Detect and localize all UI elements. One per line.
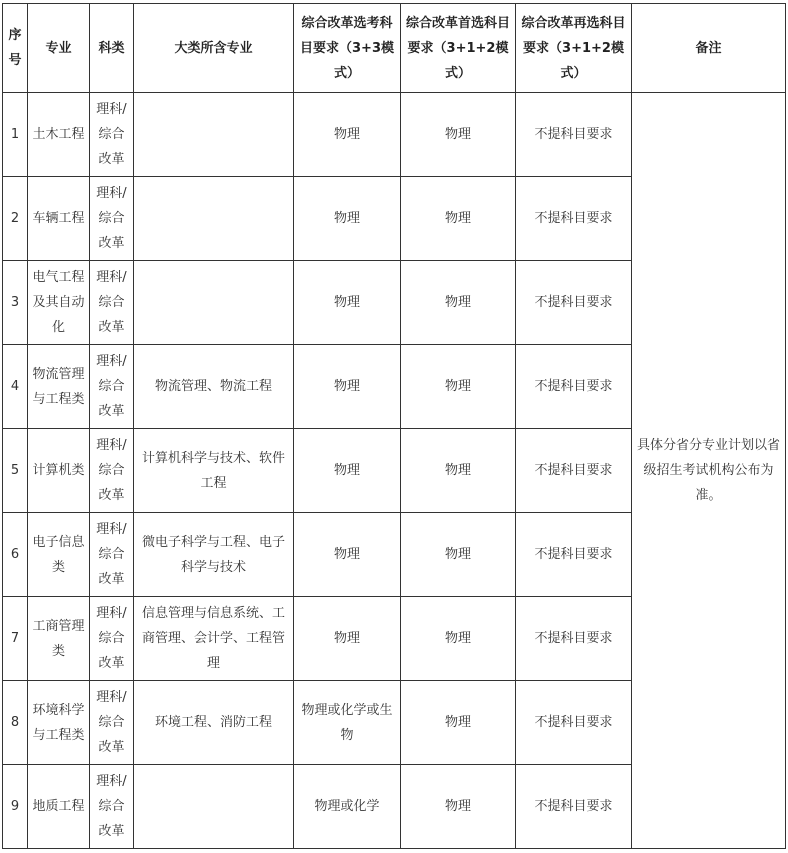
cell-req-first: 物理 xyxy=(401,765,516,849)
cell-req-second: 不提科目要求 xyxy=(516,345,632,429)
cell-req-3-3: 物理 xyxy=(294,177,401,261)
cell-category: 理科/综合改革 xyxy=(90,429,134,513)
cell-sub-majors xyxy=(134,93,294,177)
cell-req-first: 物理 xyxy=(401,177,516,261)
cell-major: 电子信息类 xyxy=(28,513,90,597)
cell-req-3-3: 物理 xyxy=(294,513,401,597)
cell-req-second: 不提科目要求 xyxy=(516,765,632,849)
cell-seq: 3 xyxy=(3,261,28,345)
cell-category: 理科/综合改革 xyxy=(90,765,134,849)
cell-req-3-3: 物理 xyxy=(294,345,401,429)
cell-category: 理科/综合改革 xyxy=(90,177,134,261)
cell-category: 理科/综合改革 xyxy=(90,261,134,345)
cell-req-second: 不提科目要求 xyxy=(516,513,632,597)
cell-seq: 6 xyxy=(3,513,28,597)
cell-category: 理科/综合改革 xyxy=(90,513,134,597)
cell-req-second: 不提科目要求 xyxy=(516,597,632,681)
cell-sub-majors: 环境工程、消防工程 xyxy=(134,681,294,765)
cell-seq: 5 xyxy=(3,429,28,513)
cell-category: 理科/综合改革 xyxy=(90,597,134,681)
cell-major: 物流管理与工程类 xyxy=(28,345,90,429)
cell-req-3-3: 物理 xyxy=(294,597,401,681)
cell-req-3-3: 物理 xyxy=(294,93,401,177)
cell-req-first: 物理 xyxy=(401,261,516,345)
cell-sub-majors xyxy=(134,765,294,849)
header-seq: 序号 xyxy=(3,4,28,93)
cell-seq: 2 xyxy=(3,177,28,261)
header-category: 科类 xyxy=(90,4,134,93)
cell-req-first: 物理 xyxy=(401,513,516,597)
header-sub-majors: 大类所含专业 xyxy=(134,4,294,93)
cell-req-second: 不提科目要求 xyxy=(516,429,632,513)
cell-major: 车辆工程 xyxy=(28,177,90,261)
cell-seq: 8 xyxy=(3,681,28,765)
header-major: 专业 xyxy=(28,4,90,93)
cell-major: 土木工程 xyxy=(28,93,90,177)
cell-major: 工商管理类 xyxy=(28,597,90,681)
cell-req-3-3: 物理 xyxy=(294,261,401,345)
cell-sub-majors xyxy=(134,177,294,261)
cell-major: 地质工程 xyxy=(28,765,90,849)
cell-req-second: 不提科目要求 xyxy=(516,177,632,261)
cell-major: 计算机类 xyxy=(28,429,90,513)
cell-sub-majors: 物流管理、物流工程 xyxy=(134,345,294,429)
cell-req-first: 物理 xyxy=(401,345,516,429)
cell-req-first: 物理 xyxy=(401,597,516,681)
cell-req-second: 不提科目要求 xyxy=(516,261,632,345)
cell-sub-majors xyxy=(134,261,294,345)
cell-req-first: 物理 xyxy=(401,681,516,765)
cell-seq: 7 xyxy=(3,597,28,681)
cell-req-second: 不提科目要求 xyxy=(516,681,632,765)
cell-seq: 1 xyxy=(3,93,28,177)
table-row xyxy=(3,93,786,177)
cell-category: 理科/综合改革 xyxy=(90,93,134,177)
cell-sub-majors: 计算机科学与技术、软件工程 xyxy=(134,429,294,513)
cell-seq: 9 xyxy=(3,765,28,849)
cell-req-first: 物理 xyxy=(401,93,516,177)
cell-seq: 4 xyxy=(3,345,28,429)
cell-category: 理科/综合改革 xyxy=(90,345,134,429)
cell-req-second: 不提科目要求 xyxy=(516,93,632,177)
header-req-first: 综合改革首选科目要求（3+1+2模式） xyxy=(401,4,516,93)
subject-requirements-table xyxy=(2,3,786,849)
header-note: 备注 xyxy=(632,4,786,93)
cell-sub-majors: 信息管理与信息系统、工商管理、会计学、工程管理 xyxy=(134,597,294,681)
cell-req-3-3: 物理或化学或生物 xyxy=(294,681,401,765)
cell-req-3-3: 物理或化学 xyxy=(294,765,401,849)
cell-major: 电气工程及其自动化 xyxy=(28,261,90,345)
header-req-3-3: 综合改革选考科目要求（3+3模式） xyxy=(294,4,401,93)
cell-req-first: 物理 xyxy=(401,429,516,513)
cell-major: 环境科学与工程类 xyxy=(28,681,90,765)
cell-category: 理科/综合改革 xyxy=(90,681,134,765)
header-req-second: 综合改革再选科目要求（3+1+2模式） xyxy=(516,4,632,93)
cell-req-3-3: 物理 xyxy=(294,429,401,513)
cell-sub-majors: 微电子科学与工程、电子科学与技术 xyxy=(134,513,294,597)
cell-note: 具体分省分专业计划以省级招生考试机构公布为准。 xyxy=(632,93,786,849)
header-row xyxy=(3,4,786,93)
